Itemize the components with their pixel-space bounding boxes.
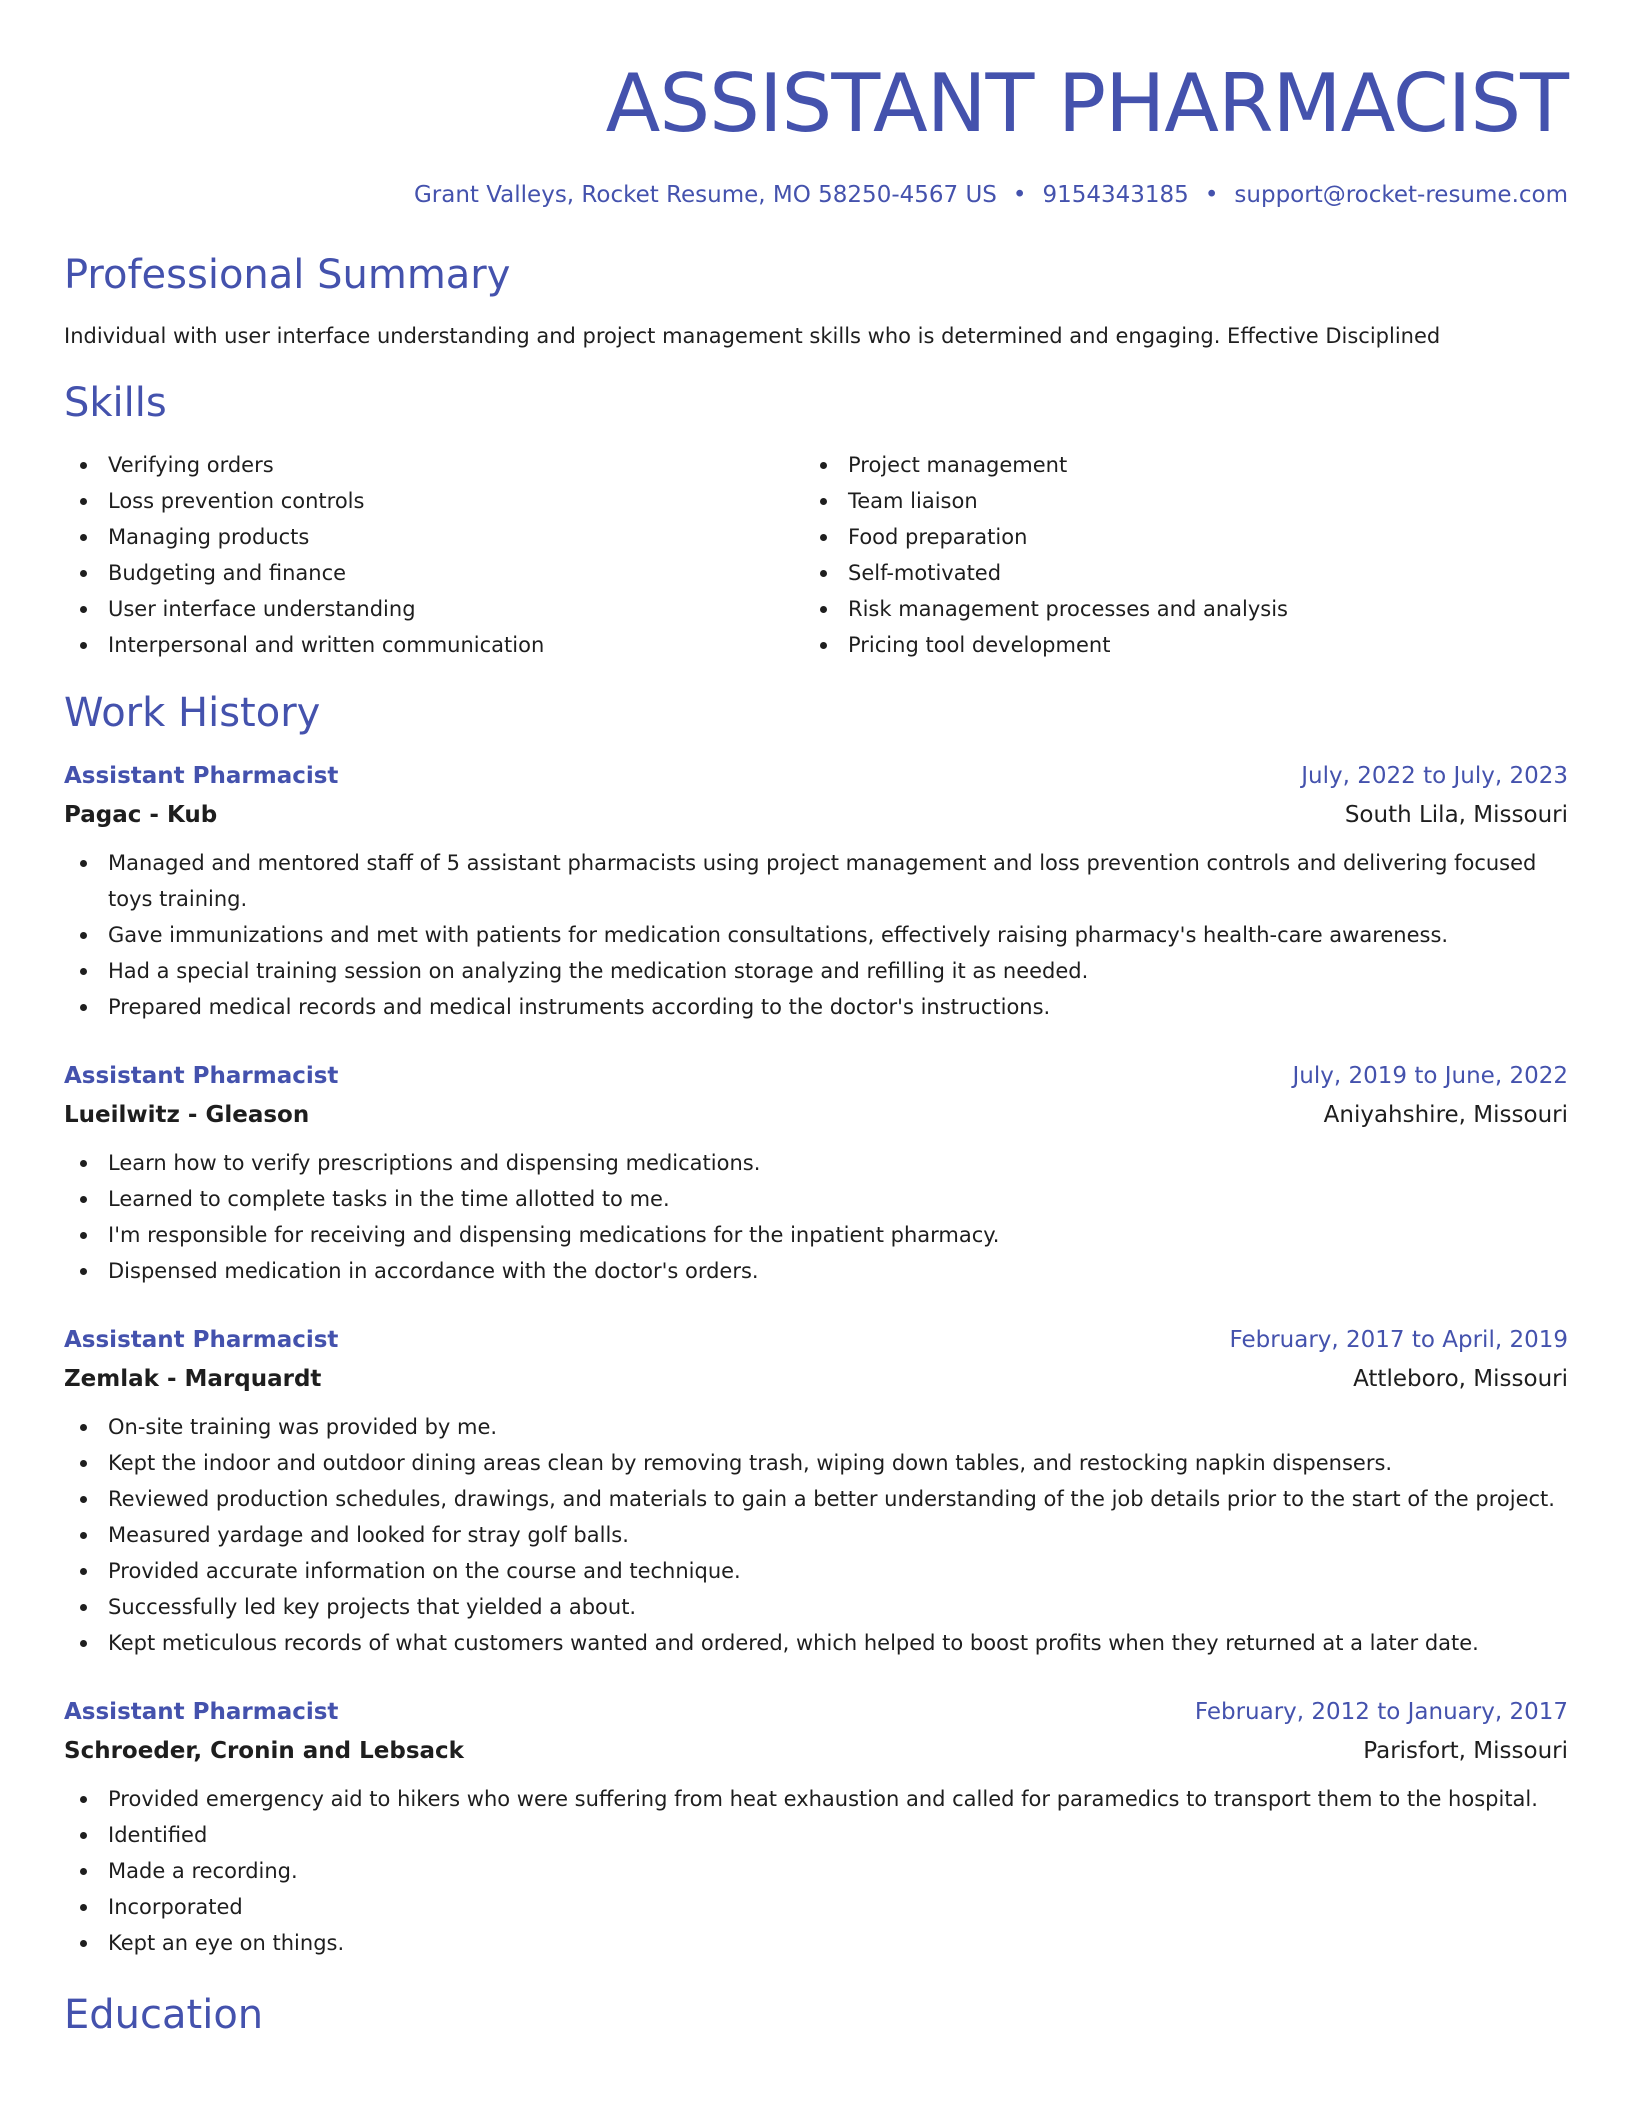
job-dates: July, 2022 to July, 2023 <box>1301 763 1568 789</box>
skill-item: Pricing tool development <box>848 627 1544 663</box>
skill-item: Interpersonal and written communication <box>108 627 804 663</box>
job-bullet: Had a special training session on analyzing the medication storage and refilling it as needed. <box>108 953 1568 989</box>
summary-text: Individual with user interface understanding and project management skills who is determined and engaging. Effective Disciplined <box>64 324 1441 348</box>
job-entry <box>64 757 1568 1025</box>
job-bullets <box>64 845 1568 1025</box>
skill-item: Food preparation <box>848 519 1544 555</box>
contact-separator: • <box>1012 182 1027 208</box>
skills-right-column <box>804 447 1544 663</box>
job-title: Assistant Pharmacist <box>64 763 339 789</box>
job-bullet: Successfully led key projects that yielded a about. <box>108 1589 1568 1625</box>
job-bullet: On-site training was provided by me. <box>108 1409 1568 1445</box>
job-company: Schroeder, Cronin and Lebsack <box>64 1738 464 1764</box>
job-bullet: Provided emergency aid to hikers who were suffering from heat exhaustion and called for paramedics to transport them to the hospital. <box>108 1781 1568 1817</box>
job-location: South Lila, Missouri <box>1344 802 1568 828</box>
job-bullet: Provided accurate information on the course and technique. <box>108 1553 1568 1589</box>
job-bullets <box>64 1781 1568 1961</box>
job-location: Aniyahshire, Missouri <box>1323 1102 1568 1128</box>
skill-item: Risk management processes and analysis <box>848 591 1544 627</box>
job-entry <box>64 1693 1568 1961</box>
job-company: Lueilwitz - Gleason <box>64 1102 310 1128</box>
job-bullet: Measured yardage and looked for stray golf balls. <box>108 1517 1568 1553</box>
job-bullet: Prepared medical records and medical instruments according to the doctor's instructions. <box>108 989 1568 1025</box>
job-location: Parisfort, Missouri <box>1363 1738 1568 1764</box>
contact-phone: 9154343185 <box>1042 182 1189 208</box>
job-title: Assistant Pharmacist <box>64 1063 339 1089</box>
job-company: Pagac - Kub <box>64 802 218 828</box>
job-title: Assistant Pharmacist <box>64 1327 339 1353</box>
summary-heading: Professional Summary <box>64 252 511 298</box>
skills-heading: Skills <box>64 380 167 426</box>
job-bullet: Kept an eye on things. <box>108 1925 1568 1961</box>
job-dates: February, 2012 to January, 2017 <box>1194 1699 1568 1725</box>
job-bullet: I'm responsible for receiving and dispensing medications for the inpatient pharmacy. <box>108 1217 1568 1253</box>
contact-email: support@rocket-resume.com <box>1234 182 1568 208</box>
skills-section <box>64 379 1568 663</box>
contact-address: Grant Valleys, Rocket Resume, MO 58250-4567 US <box>413 182 997 208</box>
work-history-heading: Work History <box>64 690 321 736</box>
candidate-name: ASSISTANT PHARMACIST <box>605 57 1568 150</box>
skill-item: Verifying orders <box>108 447 804 483</box>
job-bullet: Incorporated <box>108 1889 1568 1925</box>
job-company: Zemlak - Marquardt <box>64 1366 322 1392</box>
work-history-section <box>64 689 1568 1961</box>
job-location: Attleboro, Missouri <box>1353 1366 1568 1392</box>
skill-item: Self-motivated <box>848 555 1544 591</box>
job-bullet: Dispensed medication in accordance with the doctor's orders. <box>108 1253 1568 1289</box>
job-bullets <box>64 1409 1568 1661</box>
job-bullet: Kept the indoor and outdoor dining areas clean by removing trash, wiping down tables, and restocking napkin dispensers. <box>108 1445 1568 1481</box>
job-bullet: Managed and mentored staff of 5 assistant pharmacists using project management and loss prevention controls and delivering focused toys training. <box>108 845 1568 917</box>
job-entry <box>64 1057 1568 1289</box>
job-dates: July, 2019 to June, 2022 <box>1292 1063 1568 1089</box>
job-dates: February, 2017 to April, 2019 <box>1229 1327 1568 1353</box>
job-bullet: Learn how to verify prescriptions and dispensing medications. <box>108 1145 1568 1181</box>
job-bullet: Reviewed production schedules, drawings, and materials to gain a better understanding of the job details prior to the start of the project. <box>108 1481 1568 1517</box>
resume-header <box>64 0 1568 208</box>
job-entry <box>64 1321 1568 1661</box>
skill-item: Team liaison <box>848 483 1544 519</box>
job-bullet: Gave immunizations and met with patients for medication consultations, effectively raising pharmacy's health-care awareness. <box>108 917 1568 953</box>
summary-section <box>64 251 1568 351</box>
education-heading: Education <box>64 1992 264 2038</box>
job-bullet: Identified <box>108 1817 1568 1853</box>
skill-item: Project management <box>848 447 1544 483</box>
education-section <box>64 1991 1568 2039</box>
job-title: Assistant Pharmacist <box>64 1699 339 1725</box>
contact-line <box>64 182 1568 208</box>
job-bullet: Learned to complete tasks in the time allotted to me. <box>108 1181 1568 1217</box>
job-bullet: Made a recording. <box>108 1853 1568 1889</box>
skill-item: User interface understanding <box>108 591 804 627</box>
skills-columns <box>64 447 1568 663</box>
skill-item: Budgeting and finance <box>108 555 804 591</box>
skill-item: Loss prevention controls <box>108 483 804 519</box>
job-bullets <box>64 1145 1568 1289</box>
job-bullet: Kept meticulous records of what customers wanted and ordered, which helped to boost profits when they returned at a later date. <box>108 1625 1568 1661</box>
skills-left-column <box>64 447 804 663</box>
contact-separator: • <box>1204 182 1219 208</box>
skill-item: Managing products <box>108 519 804 555</box>
